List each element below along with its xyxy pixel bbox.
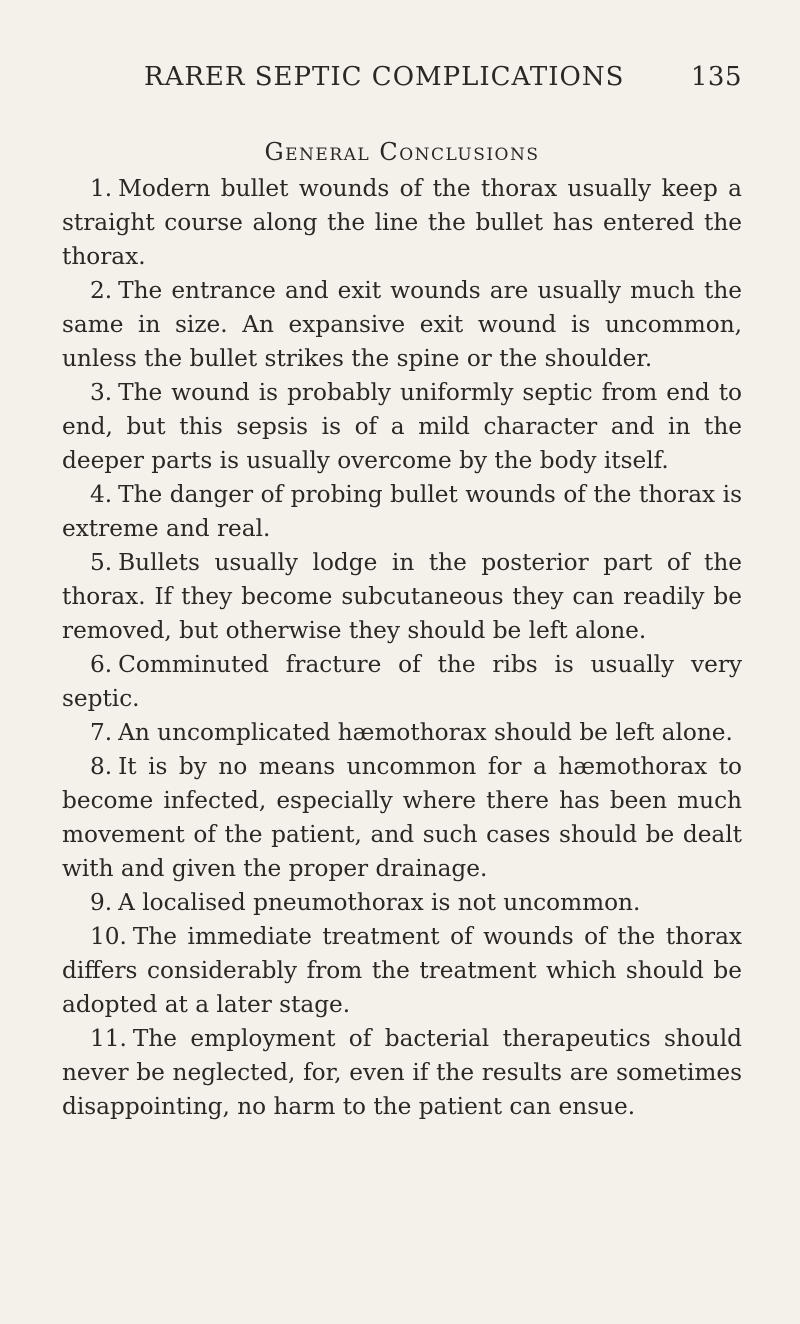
conclusion-item xyxy=(62,648,742,716)
conclusion-number: 11. xyxy=(90,1025,127,1052)
running-title: RARER SEPTIC COMPLICATIONS xyxy=(144,62,625,92)
conclusion-text: Comminuted fracture of the ribs is usually very septic. xyxy=(62,651,742,712)
conclusion-text: The employment of bacterial therapeutics should never be neglected, for, even if the results are sometimes disappointing, no harm to the patient can ensue. xyxy=(62,1025,742,1120)
conclusion-number: 2. xyxy=(90,277,113,304)
conclusion-number: 9. xyxy=(90,889,113,916)
conclusion-item xyxy=(62,1022,742,1124)
conclusion-item xyxy=(62,716,742,750)
conclusion-text: It is by no means uncommon for a hæmothorax to become infected, especially where there has been much movement of the patient, and such cases should be dealt with and given the proper drainage. xyxy=(62,753,742,882)
conclusion-number: 3. xyxy=(90,379,113,406)
conclusion-item xyxy=(62,546,742,648)
conclusion-item xyxy=(62,920,742,1022)
conclusion-number: 8. xyxy=(90,753,113,780)
book-page xyxy=(62,0,742,1324)
conclusion-item xyxy=(62,478,742,546)
conclusion-number: 7. xyxy=(90,719,113,746)
conclusion-item xyxy=(62,376,742,478)
conclusion-item xyxy=(62,274,742,376)
conclusion-item xyxy=(62,172,742,274)
conclusion-text: An uncomplicated hæmothorax should be left alone. xyxy=(118,719,733,746)
conclusions-list xyxy=(62,172,742,1124)
page-number: 135 xyxy=(690,62,742,92)
section-title: General Conclusions xyxy=(264,138,540,166)
conclusion-text: The wound is probably uniformly septic from end to end, but this sepsis is of a mild character and in the deeper parts is usually overcome by the body itself. xyxy=(62,379,742,474)
conclusion-text: Modern bullet wounds of the thorax usually keep a straight course along the line the bullet has entered the thorax. xyxy=(62,175,742,270)
conclusion-item xyxy=(62,750,742,886)
conclusion-text: The immediate treatment of wounds of the thorax differs considerably from the treatment which should be adopted at a later stage. xyxy=(62,923,742,1018)
conclusion-text: The danger of probing bullet wounds of the thorax is extreme and real. xyxy=(62,481,742,542)
conclusion-number: 1. xyxy=(90,175,113,202)
conclusion-item xyxy=(62,886,742,920)
conclusion-number: 4. xyxy=(90,481,113,508)
running-head xyxy=(144,62,742,102)
conclusion-text: The entrance and exit wounds are usually much the same in size. An expansive exit wound is uncommon, unless the bullet strikes the spine or the shoulder. xyxy=(62,277,742,372)
conclusion-text: Bullets usually lodge in the posterior part of the thorax. If they become subcutaneous they can readily be removed, but otherwise they should be left alone. xyxy=(62,549,742,644)
conclusion-number: 5. xyxy=(90,549,113,576)
conclusion-number: 6. xyxy=(90,651,113,678)
conclusion-number: 10. xyxy=(90,923,127,950)
conclusion-text: A localised pneumothorax is not uncommon. xyxy=(118,889,641,916)
